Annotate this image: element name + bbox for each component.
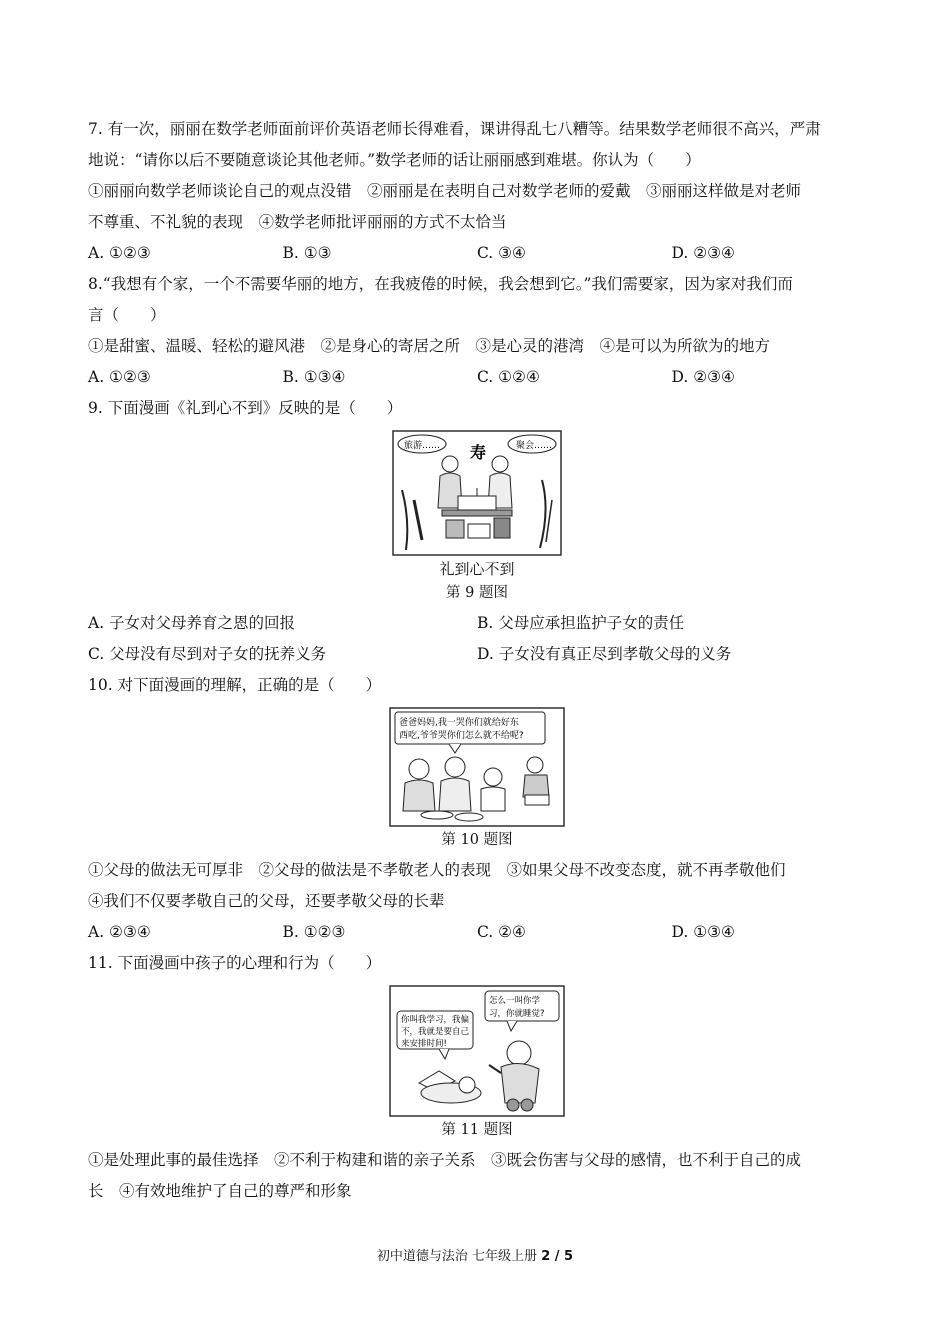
q10-option-d: D. ①③④ [671,923,735,941]
footer-text: 初中道德与法治 七年级上册 [376,1249,542,1264]
q9-figure [88,430,866,606]
q11-stem: 11. 下面漫画中孩子的心理和行为（ ） [88,954,382,972]
q9-cartoon-illustration [392,430,562,556]
q8-option-c: C. ①②④ [477,368,540,386]
q8-option-b: B. ①③④ [282,368,346,386]
q9-stem: 9. 下面漫画《礼到心不到》反映的是（ ） [88,399,403,417]
q9-cartoon-title: 礼到心不到 [439,560,515,578]
q10-bubble-line2: 西吃,爷爷哭你们怎么就不给呢? [399,731,524,741]
q10-items-line2: ④我们不仅要孝敬自己的父母，还要孝敬父母的长辈 [88,892,445,910]
q7-option-b: B. ①③ [282,244,332,262]
q9-bubble-right: 聚会…… [516,441,553,451]
q9-option-c: C. 父母没有尽到对子女的抚养义务 [88,645,327,663]
q11-items-line1: ①是处理此事的最佳选择 ②不利于构建和谐的亲子关系 ③既会伤害与父母的感情，也不利于自己的成 [88,1151,802,1169]
q11-figure [88,985,866,1143]
q10-cartoon-illustration [389,707,565,827]
q10-figure [88,707,866,853]
footer-page-number: 2 / 5 [541,1249,574,1264]
question-7 [88,114,866,269]
q11-bubble-right-line1: 怎么一叫你学 [489,996,541,1006]
q10-items-line1: ①父母的做法无可厚非 ②父母的做法是不孝敬老人的表现 ③如果父母不改变态度，就不再孝敬他们 [88,861,786,879]
q11-bubble-left-line3: 来安排时间! [401,1039,447,1049]
page-footer [0,1245,950,1264]
q9-bubble-left: 旅游…… [404,441,441,451]
q10-option-a: A. ②③④ [88,923,151,941]
question-9 [88,393,866,670]
q10-caption: 第 10 题图 [441,832,513,848]
q10-option-b: B. ①②③ [282,923,346,941]
q11-items-line2: 长 ④有效地维护了自己的尊严和形象 [88,1182,352,1200]
q9-caption: 第 9 题图 [446,585,508,601]
q7-option-c: C. ③④ [477,244,526,262]
q9-option-a: A. 子女对父母养育之恩的回报 [88,614,296,632]
q11-bubble-left-line2: 不，我就是要自己 [401,1027,470,1037]
q9-option-b: B. 父母应承担监护子女的责任 [477,614,685,632]
q9-options-row1 [88,608,866,639]
question-8 [88,269,866,393]
q11-bubble-left-line1: 你叫我学习，我偏 [401,1015,470,1025]
q11-cartoon-illustration [389,985,565,1117]
q7-stem-line1: 7. 有一次，丽丽在数学老师面前评价英语老师长得难看，课讲得乱七八糟等。结果数学老师很不高兴，严肃 [88,120,821,138]
question-11 [88,948,866,1207]
q8-option-d: D. ②③④ [671,368,735,386]
q7-stem-line2: 地说：“请你以后不要随意谈论其他老师。”数学老师的话让丽丽感到难堪。你认为（ ） [88,151,701,169]
q10-options [88,917,866,948]
q7-items-line1: ①丽丽向数学老师谈论自己的观点没错 ②丽丽是在表明自己对数学老师的爱戴 ③丽丽这样做是对老师 [88,182,802,200]
q11-caption: 第 11 题图 [441,1122,513,1138]
q7-items-line2: 不尊重、不礼貌的表现 ④数学老师批评丽丽的方式不太恰当 [88,213,507,231]
exam-page [88,114,866,1207]
q8-stem-line1: 8.“我想有个家，一个不需要华丽的地方，在我疲倦的时候，我会想到它。”我们需要家，因为家对我们而 [88,275,793,293]
q8-option-a: A. ①②③ [88,368,151,386]
q7-option-d: D. ②③④ [671,244,735,262]
q10-option-c: C. ②④ [477,923,526,941]
q9-options-row2 [88,639,866,670]
q10-bubble-line1: 爸爸妈妈,我一哭你们就给好东 [399,718,519,728]
q9-longevity-char: 寿 [470,443,487,462]
q11-bubble-right-line2: 习，你就睡觉? [489,1009,545,1019]
q8-options [88,362,866,393]
q9-option-d: D. 子女没有真正尽到孝敬父母的义务 [477,645,732,663]
q7-option-a: A. ①②③ [88,244,151,262]
q8-items-line1: ①是甜蜜、温暖、轻松的避风港 ②是身心的寄居之所 ③是心灵的港湾 ④是可以为所欲为的地方 [88,337,771,355]
question-10 [88,670,866,948]
q8-stem-line2: 言（ ） [88,306,166,324]
q7-options [88,238,866,269]
q10-stem: 10. 对下面漫画的理解，正确的是（ ） [88,676,382,694]
